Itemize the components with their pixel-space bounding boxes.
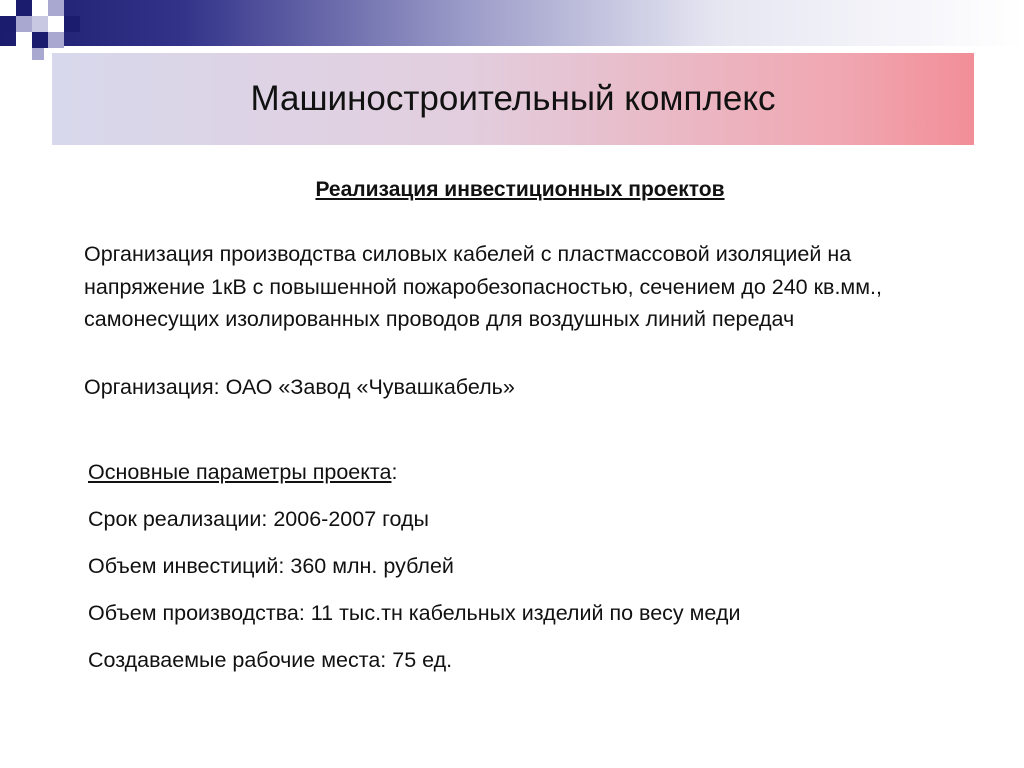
deco-square bbox=[48, 16, 64, 32]
project-parameters-list bbox=[88, 456, 740, 691]
deco-square bbox=[48, 0, 64, 16]
deco-square bbox=[0, 16, 16, 32]
deco-square bbox=[16, 16, 32, 32]
organization-line: Организация: ОАО «Завод «Чувашкабель» bbox=[84, 375, 515, 399]
project-description: Организация производства силовых кабелей с пластмассовой изоляцией на напряжение 1кВ с повышенной пожаробезопасностью, сечением до 240 кв.мм., самонесущих изолированных проводов для воздушных линий передач bbox=[84, 242, 882, 331]
deco-square bbox=[64, 16, 80, 32]
deco-square bbox=[32, 16, 48, 32]
deco-square bbox=[48, 32, 64, 48]
deco-square bbox=[16, 32, 32, 48]
deco-square bbox=[16, 0, 32, 16]
params-heading-text: Основные параметры проекта bbox=[88, 460, 392, 484]
deco-square bbox=[32, 48, 44, 60]
params-heading bbox=[88, 456, 740, 503]
header-gradient-band bbox=[0, 0, 1024, 46]
deco-square bbox=[32, 0, 48, 16]
param-item-investment: Объем инвестиций: 360 млн. рублей bbox=[88, 554, 454, 578]
slide-title: Машиностроительный комплекс bbox=[250, 79, 776, 118]
deco-square bbox=[0, 0, 16, 16]
param-item-jobs: Создаваемые рабочие места: 75 ед. bbox=[88, 648, 453, 672]
title-bar bbox=[52, 53, 974, 145]
deco-square bbox=[32, 32, 48, 48]
param-item-period: Срок реализации: 2006-2007 годы bbox=[88, 507, 429, 531]
params-heading-colon: : bbox=[391, 460, 398, 484]
slide-subtitle: Реализация инвестиционных проектов bbox=[315, 178, 725, 201]
param-item-production: Объем производства: 11 тыс.тн кабельных изделий по весу меди bbox=[88, 601, 741, 625]
